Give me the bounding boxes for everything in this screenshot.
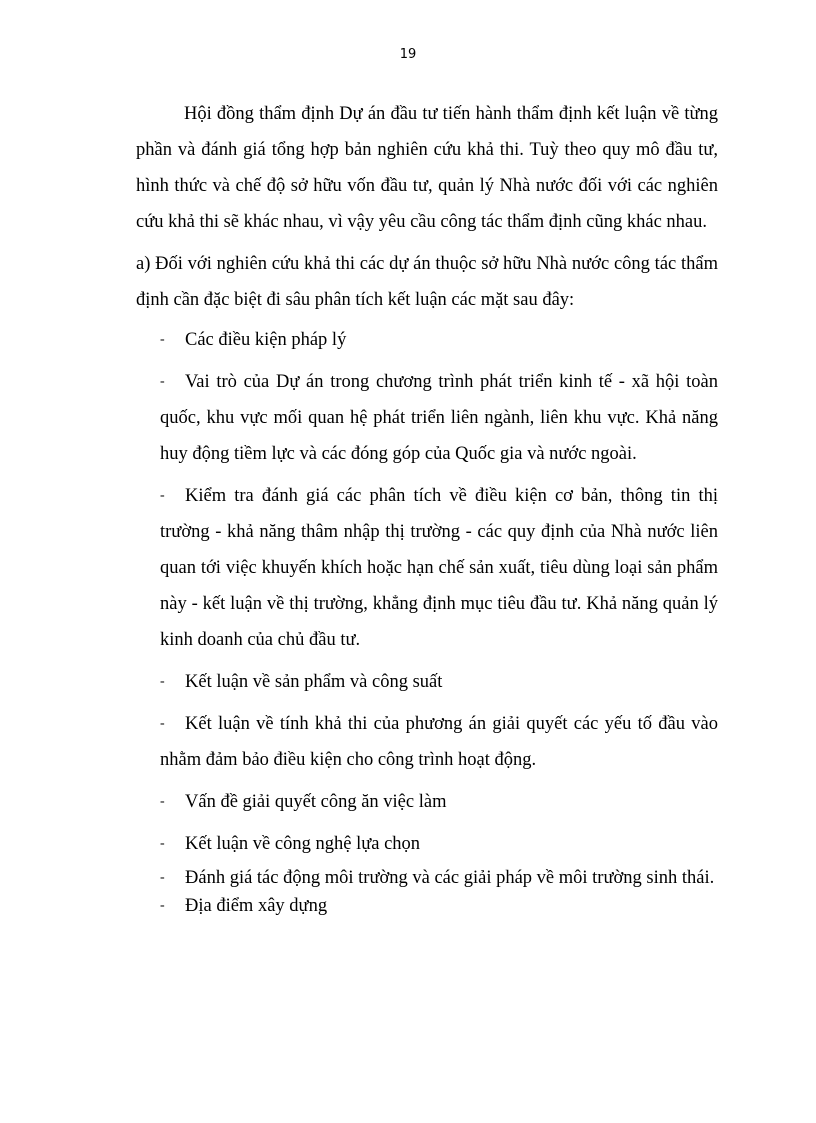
- bullet-dash-icon: -: [160, 794, 165, 809]
- bullet-dash-icon: -: [160, 836, 165, 851]
- page-number: 19: [399, 47, 417, 62]
- bullet-text: Vấn đề giải quyết công ăn việc làm: [185, 792, 447, 812]
- bullet-text: Kết luận về sản phẩm và công suất: [185, 672, 443, 692]
- bullet-text: Vai trò của Dự án trong chương trình phát triển kinh tế - xã hội toàn quốc, khu vực mối quan hệ phát triển liên ngành, liên khu vực. Khả năng huy động tiềm lực và các đóng góp của Quốc gia và nước ngoài.: [160, 372, 718, 464]
- bullet-dash-icon: -: [160, 716, 165, 731]
- bullet-text: Kết luận về tính khả thi của phương án giải quyết các yếu tố đầu vào nhằm đảm bảo điều kiện cho công trình hoạt động.: [160, 714, 718, 770]
- section-a-paragraph: a) Đối với nghiên cứu khả thi các dự án thuộc sở hữu Nhà nước công tác thẩm định cần đặc biệt đi sâu phân tích kết luận các mặt sau đây:: [136, 254, 718, 310]
- bullet-text: Kết luận về công nghệ lựa chọn: [185, 834, 421, 854]
- bullet-item-product: [136, 664, 718, 700]
- bullet-item-technology: [136, 826, 718, 862]
- bullet-dash-icon: -: [160, 374, 165, 389]
- bullet-dash-icon: -: [160, 898, 165, 913]
- bullet-text: Kiểm tra đánh giá các phân tích về điều kiện cơ bản, thông tin thị trường - khả năng thâm nhập thị trường - các quy định của Nhà nước liên quan tới việc khuyến khích hoặc hạn chế sản xuất, tiêu dùng loại sản phẩm này - kết luận về thị trường, khẳng định mục tiêu đầu tư. Khả năng quản lý kinh doanh của chủ đầu tư.: [160, 486, 718, 650]
- bullet-item-employment: [136, 784, 718, 820]
- bullet-item-role: [136, 364, 718, 472]
- bullet-text: Địa điểm xây dựng: [185, 896, 328, 916]
- bullet-text: Các điều kiện pháp lý: [185, 330, 347, 350]
- intro-paragraph: Hội đồng thẩm định Dự án đầu tư tiến hành thẩm định kết luận về từng phần và đánh giá tổng hợp bản nghiên cứu khả thi. Tuỳ theo quy mô đầu tư, hình thức và chế độ sở hữu vốn đầu tư, quản lý Nhà nước đối với các nghiên cứu khả thi sẽ khác nhau, vì vậy yêu cầu công tác thẩm định cũng khác nhau.: [136, 104, 718, 232]
- bullet-item-location: [136, 894, 718, 918]
- bullet-text: Đánh giá tác động môi trường và các giải pháp về môi trường sinh thái.: [185, 868, 715, 888]
- bullet-item-legal: [136, 322, 718, 358]
- bullet-item-inputs: [136, 706, 718, 778]
- document-body: [136, 96, 718, 918]
- bullet-dash-icon: -: [160, 332, 165, 347]
- bullet-dash-icon: -: [160, 674, 165, 689]
- bullet-item-market: [136, 478, 718, 658]
- bullet-dash-icon: -: [160, 870, 165, 885]
- bullet-item-environment: [136, 866, 718, 890]
- bullet-dash-icon: -: [160, 488, 165, 503]
